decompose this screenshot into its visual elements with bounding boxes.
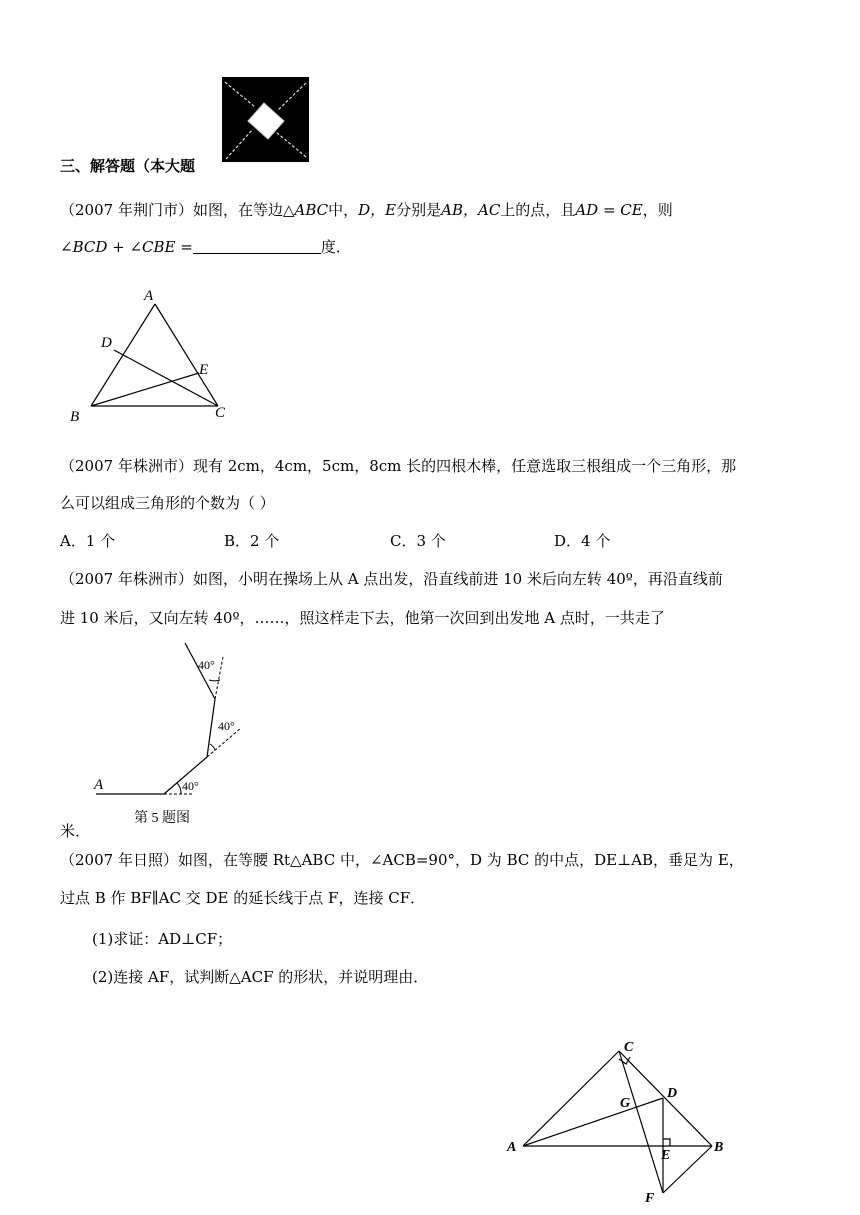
- q1-text-b: 中，: [328, 201, 359, 219]
- q4-label-c: C: [624, 1040, 634, 1055]
- q3-label-a: A: [94, 777, 104, 793]
- q2-option-d: D．4 个: [554, 532, 611, 550]
- q1-text-end: 度．: [320, 238, 351, 256]
- q3-walk-figure: [88, 640, 268, 835]
- q2-option-a: A．1 个: [60, 532, 116, 550]
- pinwheel-square-image: [222, 77, 309, 162]
- q3-line2: 进 10 米后，又向左转 40º，……，照这样走下去，他第一次回到出发地 A 点时，一共走了: [60, 609, 665, 627]
- q1-answer-blank: [193, 239, 321, 254]
- q4-part2: (2)连接 AF，试判断△ACF 的形状，并说明理由．: [92, 968, 429, 986]
- q4-line1: （2007 年日照）如图，在等腰 Rt△ABC 中，∠ACB=90°，D 为 BC 的中点，DE⊥AB，垂足为 E，: [60, 851, 744, 869]
- q2-options: [60, 531, 610, 551]
- q3-tail: 米．: [60, 822, 91, 840]
- q4-label-b: B: [714, 1140, 724, 1155]
- q3-line1: （2007 年株洲市）如图，小明在操场上从 A 点出发，沿直线前进 10 米后向左转 40º，再沿直线前: [60, 570, 723, 588]
- q4-label-d: D: [667, 1086, 678, 1101]
- q4-part1: (1)求证：AD⊥CF；: [92, 930, 233, 948]
- q4-label-g: G: [620, 1096, 631, 1111]
- q4-label-a: A: [507, 1140, 517, 1155]
- q3-angle-label-bottom: 40°: [182, 779, 199, 793]
- q2-option-b: B．2 个: [224, 532, 280, 550]
- q1-text-d: 上的点，且: [500, 201, 576, 219]
- q1-label-d: D: [101, 335, 112, 351]
- q1-triangle-figure: [60, 280, 260, 430]
- q3-angle-label-mid: 40°: [218, 719, 235, 733]
- q4-label-e: E: [661, 1148, 671, 1163]
- q3-angle-label-top: 40°: [198, 658, 215, 672]
- q1-label-a: A: [144, 288, 154, 304]
- q1-text-c: 分别是: [396, 201, 442, 219]
- q2-line2: 么可以组成三角形的个数为（ ）: [60, 494, 275, 512]
- q2-option-c: C．3 个: [390, 532, 446, 550]
- q4-geometry-figure: [500, 1035, 740, 1215]
- q1-line1: [60, 200, 673, 220]
- q1-label-c: C: [215, 405, 226, 421]
- q1-segments: AB，AC: [441, 201, 501, 219]
- q1-angle-expression: ∠BCD + ∠CBE =: [60, 238, 193, 256]
- q2-line1: （2007 年株洲市）现有 2cm，4cm，5cm，8cm 长的四根木棒，任意选取三根组成一个三角形，那: [60, 457, 737, 475]
- q4-label-f: F: [645, 1191, 655, 1206]
- q1-label-b: B: [70, 409, 80, 425]
- q1-triangle: △ABC: [282, 201, 329, 219]
- q1-label-e: E: [199, 362, 209, 378]
- q1-equation: AD = CE: [575, 201, 643, 219]
- q3-figure-caption: 第 5 题图: [134, 811, 190, 826]
- q1-line2: [60, 237, 351, 257]
- q1-text-a: （2007 年荆门市）如图，在等边: [60, 201, 283, 219]
- q1-text-e: ，则: [642, 201, 673, 219]
- q1-points-de: D，E: [358, 201, 397, 219]
- q4-line2: 过点 B 作 BF∥AC 交 DE 的延长线于点 F，连接 CF．: [60, 889, 426, 907]
- section-heading: 三、解答题（本大题: [60, 157, 196, 175]
